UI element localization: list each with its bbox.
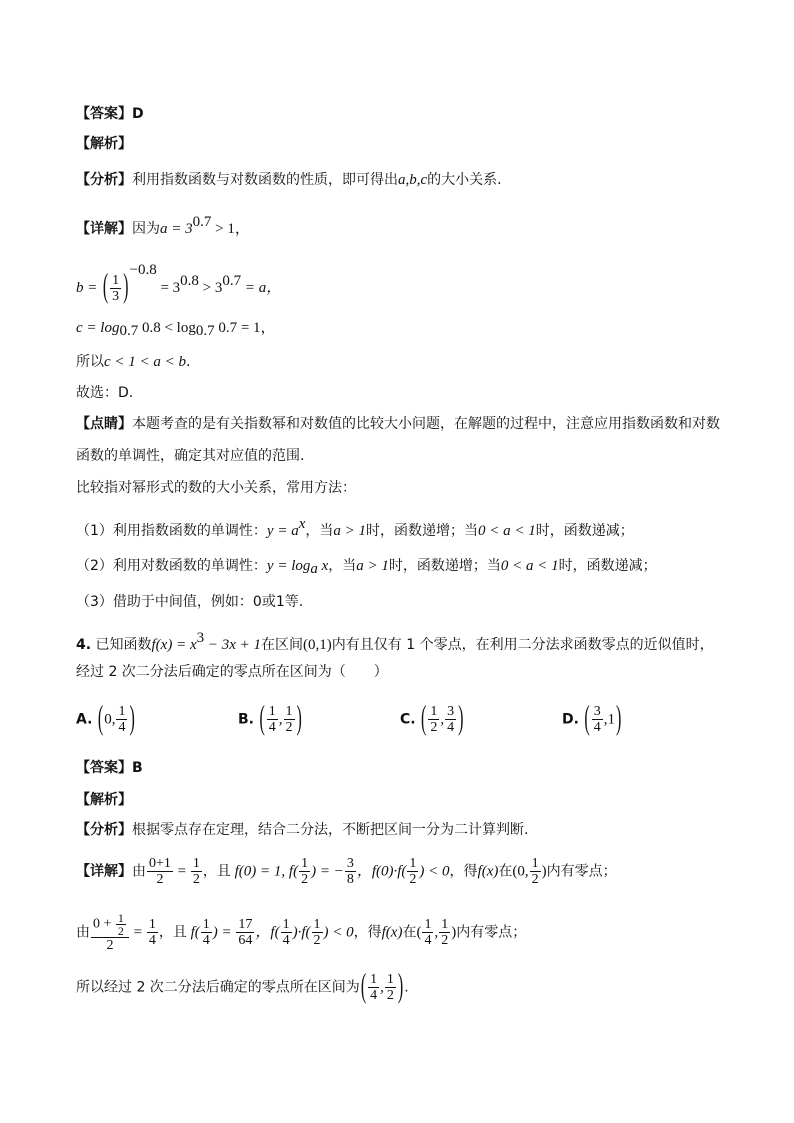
- option-a[interactable]: A. (0, $\frac{1}{4}$ ): [76, 700, 135, 737]
- answer-4: 【答案】B: [76, 760, 143, 776]
- question-4-stem: 4. 已知函数$f(x) = x^3 - 3x + 1$在区间(0,1)内有且仅有 1 个零点，在利用二分法求函数零点的近似值时，: [76, 630, 714, 653]
- conclusion-4: 所以经过 2 次二分法后确定的零点所在区间为( $\frac{1}{4}$ , $\frac{1}{2}$ ).: [76, 968, 409, 1005]
- fenxi-3: 【分析】利用指数函数与对数函数的性质，即可得出a,b,c的大小关系.: [76, 172, 502, 188]
- option-c[interactable]: C. ( $\frac{1}{2}$ , $\frac{3}{4}$ ): [400, 700, 464, 737]
- b-equation: b = ( $\frac{1}{3}$ )$^{-0.8} = 3^{0.8} > 3^{0.7} = a$，: [76, 262, 282, 305]
- option-d[interactable]: D. ( $\frac{3}{4}$ ,1): [562, 700, 622, 737]
- dianjing-3: 【点睛】本题考查的是有关指数幂和对数值的比较大小问题，在解题的过程中，注意应用指数函数和对数: [76, 416, 720, 432]
- question-4-stem-2: 经过 2 次二分法后确定的零点所在区间为（ ）: [76, 664, 388, 680]
- fenxi-4: 【分析】根据零点存在定理，结合二分法，不断把区间一分为二计算判断.: [76, 822, 529, 838]
- bijiao-3: 比较指对幂形式的数的大小关系，常用方法：: [76, 480, 356, 496]
- xiangjie-3: 【详解】因为$a = 3^{0.7} > 1$，: [76, 214, 250, 237]
- jiexi-3: 【解析】: [76, 136, 132, 152]
- jiexi-4: 【解析】: [76, 792, 132, 808]
- xiangjie-4-line-1: 【详解】由 $\frac{0+1}{2}$ = $\frac{1}{2}$ ，且 f(0) = 1, f( $\frac{1}{2}$ ) = − $\frac{3}{8}$ ，f(0)·f( $\frac{1}{2}$ ) < 0，得f(x)在(0, $\frac{1}{2}$ )内有零点；: [76, 856, 617, 887]
- guxuan-3: 故选：D.: [76, 385, 134, 401]
- answer-3: 【答案】D: [76, 106, 144, 122]
- method-3: （3）借助于中间值，例如：0或1等.: [76, 594, 304, 610]
- suoyi-3: 所以c < 1 < a < b.: [76, 354, 191, 370]
- option-b[interactable]: B. ( $\frac{1}{4}$ , $\frac{1}{2}$ ): [238, 700, 302, 737]
- method-1: （1）利用指数函数的单调性：$y = a^x$，当a > 1时，函数递增；当0 < a < 1时，函数递减；: [76, 516, 634, 539]
- xiangjie-4-line-2: 由 0 + $\frac{1}{2}$ 2 = $\frac{1}{4}$ ，且 f( $\frac{1}{4}$ ) = $\frac{17}{64}$ ，f( $\frac{1}{4}$ )·f( $\frac{1}{2}$ ) < 0，得f(x)在( $\frac{1}{4}$ , $\frac{1}{2}$ )内有零点；: [76, 911, 527, 953]
- c-equation: $c = \log_{0.7} 0.8 < \log_{0.7} 0.7 = 1$，: [76, 320, 276, 339]
- dianjing-3-cont: 函数的单调性，确定其对应值的范围.: [76, 448, 305, 464]
- method-2: （2）利用对数函数的单调性：$y = \log_a x$，当a > 1时，函数递增；当0 < a < 1时，函数递减；: [76, 558, 657, 577]
